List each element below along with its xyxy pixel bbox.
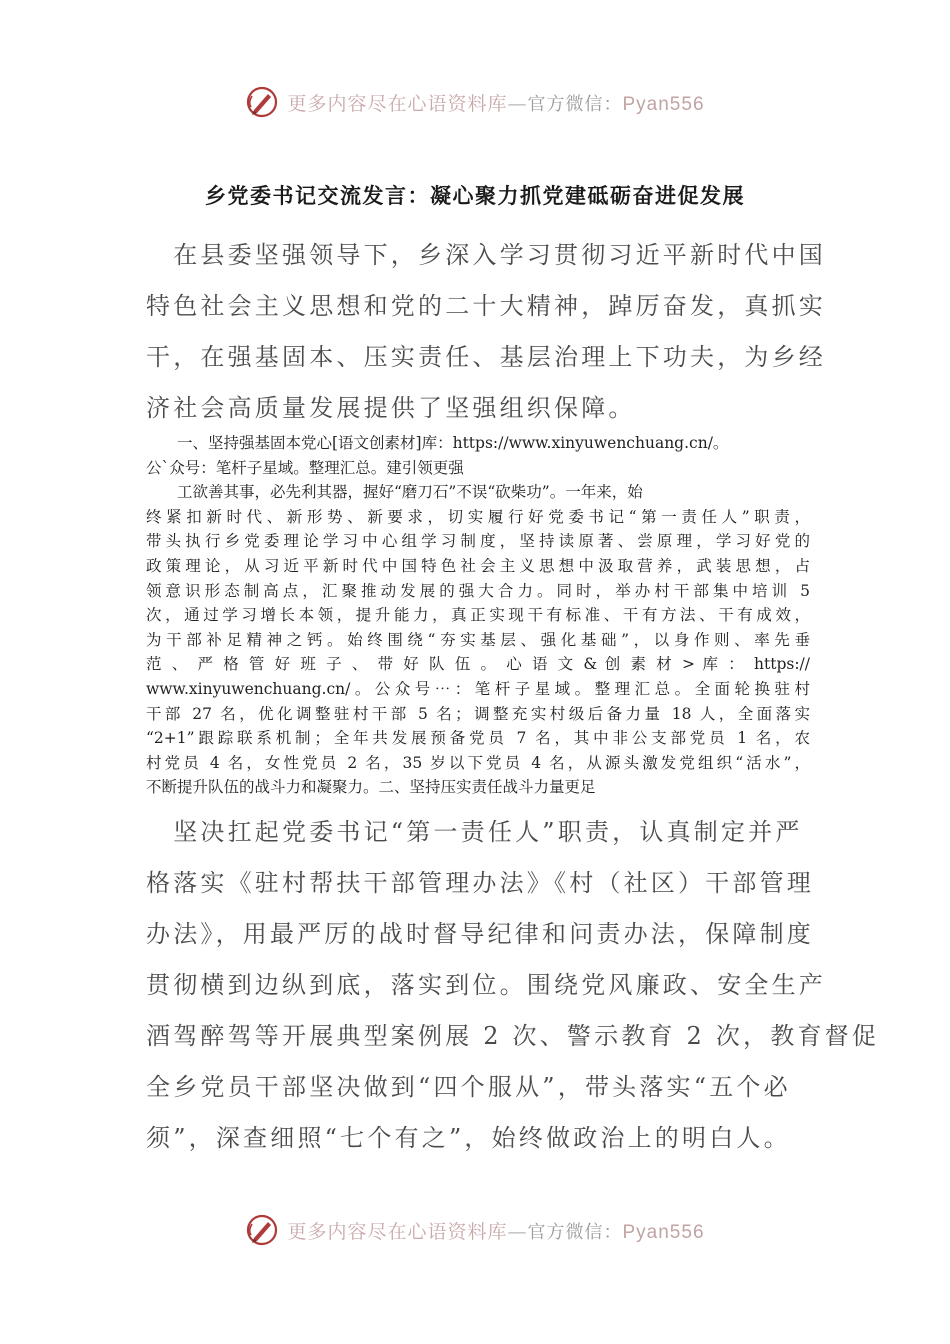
- header-banner: [0, 82, 950, 122]
- banner-wechat: Pyan556: [622, 1221, 705, 1243]
- section-2: [146, 807, 880, 1164]
- pen-logo-icon: [245, 1213, 279, 1247]
- section-2-line: 须”，深查细照“七个有之”，始终做政治上的明白人。: [146, 1124, 791, 1152]
- footer-banner: [0, 1210, 950, 1250]
- section-1-line: 公`众号：笔杆子星域。整理汇总。建引领更强: [146, 458, 464, 477]
- section-2-line: 全乡党员干部坚决做到“四个服从”，带头落实“五个必: [146, 1073, 791, 1101]
- section-2-line: 格落实《驻村帮扶干部管理办法》《村（社区）干部管理: [146, 869, 814, 897]
- banner-wechat: Pyan556: [622, 93, 705, 115]
- section-1-line: 领意识形态制高点，汇聚推动发展的强大合力。同时，举办村干部集中培训 5: [146, 581, 810, 600]
- intro-line: 干，在强基固本、压实责任、基层治理上下功夫，为乡经: [146, 343, 826, 371]
- intro-paragraph: [146, 230, 826, 434]
- section-1-line: “2+1”跟踪联系机制；全年共发展预备党员 7 名，其中非公支部党员 1 名，农: [146, 729, 810, 748]
- section-1-line: 不断提升队伍的战斗力和凝聚力。二、坚持压实责任战斗力量更足: [146, 778, 596, 797]
- banner-dash: —: [507, 92, 528, 115]
- section-1-line: 终紧扣新时代、新形势、新要求，切实履行好党委书记“第一责任人”职责，: [146, 507, 810, 526]
- section-1-line: 一、坚持强基固本党心[语文创素材]库：https://www.xinyuwenchuang.cn/。: [146, 434, 729, 452]
- intro-line: 特色社会主义思想和党的二十大精神，踔厉奋发，真抓实: [146, 292, 826, 320]
- section-1-line: 政策理论，从习近平新时代中国特色社会主义思想中汲取营养，武装思想，占: [146, 556, 810, 575]
- document-title: 乡党委书记交流发言：凝心聚力抓党建砥砺奋进促发展: [205, 183, 745, 208]
- banner-main: 更多内容尽在心语资料库: [287, 92, 508, 115]
- section-2-line: 坚决扛起党委书记“第一责任人”职责，认真制定并严: [146, 818, 803, 846]
- banner-official: 官方微信：: [527, 1221, 623, 1243]
- section-2-line: 贯彻横到边纵到底，落实到位。围绕党风廉政、安全生产: [146, 971, 826, 999]
- banner-text: [287, 89, 704, 116]
- section-1-line: 为干部补足精神之钙。始终围绕“夯实基层、强化基础”，以身作则、率先垂: [146, 630, 810, 649]
- section-1-line: www.xinyuwenchuang.cn/。公众号⋯：笔杆子星域。整理汇总。全面轮换驻村: [146, 679, 810, 698]
- section-2-line: 办法》，用最严厉的战时督导纪律和问责办法，保障制度: [146, 920, 814, 948]
- intro-line: 济社会高质量发展提供了坚强组织保障。: [146, 394, 636, 422]
- banner-text: [287, 1217, 704, 1244]
- intro-line: 在县委坚强领导下，乡深入学习贯彻习近平新时代中国: [146, 241, 826, 269]
- section-1-line: 村党员 4 名，女性党员 2 名，35 岁以下党员 4 名，从源头激发党组织“活水”，: [146, 753, 810, 772]
- section-1-line: 带头执行乡党委理论学习中心组学习制度，坚持读原著、尝原理，学习好党的: [146, 532, 810, 551]
- section-2-line: 酒驾醉驾等开展典型案例展 2 次、警示教育 2 次，教育督促: [146, 1022, 880, 1050]
- section-1: [146, 431, 810, 800]
- pen-logo-icon: [245, 85, 279, 119]
- section-1-line: 工欲善其事，必先利其器，握好“磨刀石”不误“砍柴功”。一年来，始: [146, 483, 643, 502]
- banner-official: 官方微信：: [527, 93, 623, 115]
- banner-dash: —: [507, 1220, 528, 1243]
- banner-main: 更多内容尽在心语资料库: [287, 1220, 508, 1243]
- section-1-line: 次，通过学习增长本领，提升能力，真正实现干有标准、干有方法、干有成效，: [146, 606, 810, 625]
- section-1-line: 干部 27 名，优化调整驻村干部 5 名；调整充实村级后备力量 18 人，全面落实: [146, 704, 810, 723]
- section-1-line: 范 、 严 格 管 好 班 子 、 带 好 队 伍 。 心 语 文 & 创 素 材 > 库 ： https://: [146, 655, 810, 674]
